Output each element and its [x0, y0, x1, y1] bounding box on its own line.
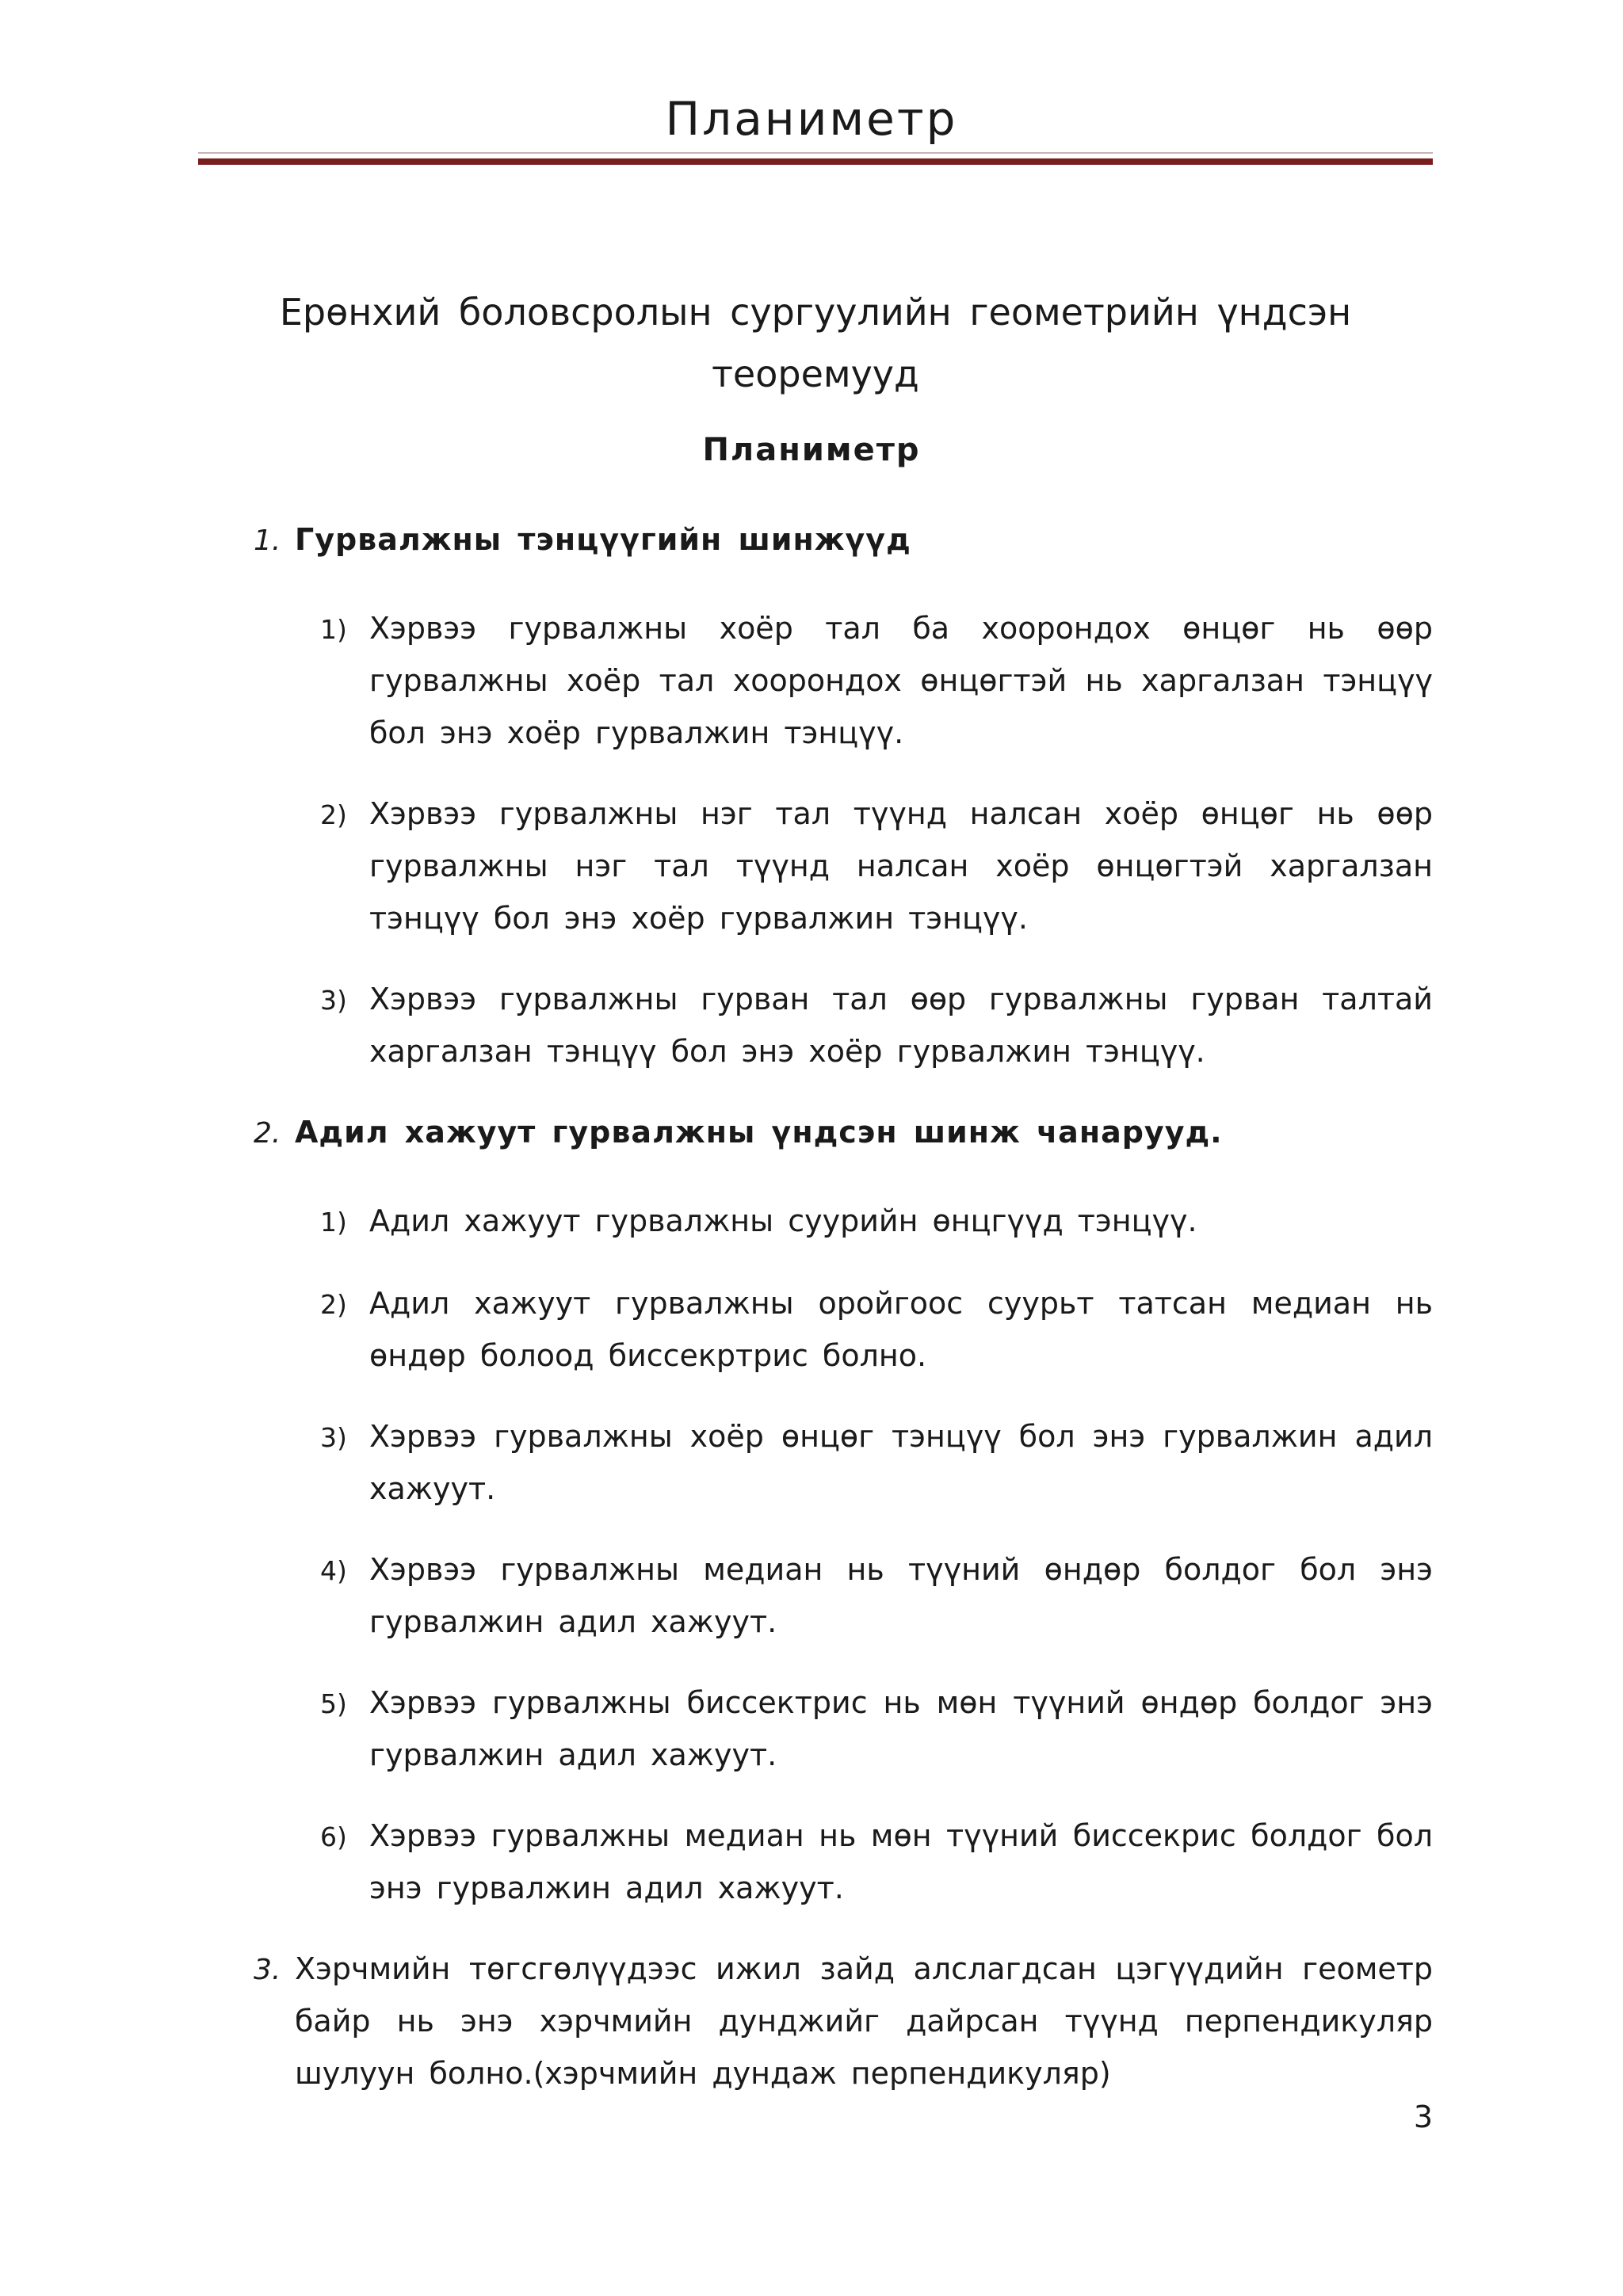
theorem-heading: Адил хажуут гурвалжны үндсэн шинж чанарууд.: [295, 1115, 1223, 1150]
theorem-number: 2.: [254, 1117, 281, 1150]
theorem-item: [254, 1943, 1433, 2100]
theorem-heading: Гурвалжны тэнцүүгийн шинжүүд: [295, 522, 911, 557]
sub-item-number: 1): [320, 1207, 347, 1238]
document-title: Ерөнхий боловсролын сургуулийн геометрийн үндсэн теоремууд: [279, 291, 1352, 395]
header-rule-thin: [198, 152, 1433, 154]
sub-item-text: Хэрвээ гурвалжны нэг тал түүнд налсан хоёр өнцөг нь өөр гурвалжны нэг тал түүнд налсан хоёр өнцөгтэй харгалзан тэнцүү бол энэ хоёр гурвалжин тэнцүү.: [369, 796, 1433, 936]
sub-item-number: 6): [320, 1821, 347, 1852]
theorem-number: 1.: [254, 524, 281, 557]
sub-item-number: 2): [320, 799, 347, 830]
theorem-item: [254, 1106, 1433, 1160]
sub-item: [320, 1810, 1433, 1914]
header-rule-thick: [198, 158, 1433, 165]
sub-item-text: Адил хажуут гурвалжны суурийн өнцгүүд тэнцүү.: [369, 1203, 1197, 1238]
sub-item: [320, 602, 1433, 759]
page-number: 3: [1413, 2100, 1433, 2134]
header-title: Планиметр: [665, 92, 958, 146]
sub-item-number: 3): [320, 1422, 347, 1453]
sub-item: [320, 1277, 1433, 1382]
theorem-list: [254, 513, 1433, 2134]
sub-item: [320, 1195, 1433, 1249]
sub-item: [320, 788, 1433, 944]
sub-item: [320, 973, 1433, 1077]
section-title: Планиметр: [702, 432, 921, 468]
sub-item-list: [320, 602, 1433, 1077]
sub-item-text: Хэрвээ гурвалжны хоёр тал ба хоорондох өнцөг нь өөр гурвалжны хоёр тал хоорондох өнцөгтэй нь харгалзан тэнцүү бол энэ хоёр гурвалжин тэнцүү.: [369, 611, 1433, 750]
sub-item-text: Хэрвээ гурвалжны биссектрис нь мөн түүний өндөр болдог энэ гурвалжин адил хажуут.: [369, 1685, 1433, 1772]
sub-item: [320, 1410, 1433, 1515]
sub-item-number: 2): [320, 1289, 347, 1320]
sub-item-text: Хэрвээ гурвалжны медиан нь мөн түүний биссекрис болдог бол энэ гурвалжин адил хажуут.: [369, 1818, 1433, 1905]
sub-item-text: Хэрвээ гурвалжны медиан нь түүний өндөр болдог бол энэ гурвалжин адил хажуут.: [369, 1552, 1433, 1639]
sub-item-list: [320, 1195, 1433, 1914]
sub-item-number: 1): [320, 614, 347, 645]
sub-item: [320, 1676, 1433, 1781]
theorem-number: 3.: [254, 1954, 281, 1986]
sub-item-text: Хэрвээ гурвалжны хоёр өнцөг тэнцүү бол энэ гурвалжин адил хажуут.: [369, 1419, 1433, 1506]
sub-item-text: Хэрвээ гурвалжны гурван тал өөр гурвалжны гурван талтай харгалзан тэнцүү бол энэ хоёр гурвалжин тэнцүү.: [369, 982, 1433, 1069]
sub-item-number: 3): [320, 985, 347, 1016]
sub-item: [320, 1543, 1433, 1648]
sub-item-text: Адил хажуут гурвалжны оройгоос суурьт татсан медиан нь өндөр болоод биссекртрис болно.: [369, 1286, 1433, 1373]
sub-item-number: 5): [320, 1688, 347, 1719]
theorem-item: [254, 513, 1433, 567]
theorem-text: Хэрчмийн төгсгөлүүдээс ижил зайд алслагдсан цэгүүдийн геометр байр нь энэ хэрчмийн дунджийг дайрсан түүнд перпендикуляр шулуун болно.(хэрчмийн дундаж перпендикуляр): [295, 1951, 1433, 2091]
sub-item-number: 4): [320, 1555, 347, 1586]
